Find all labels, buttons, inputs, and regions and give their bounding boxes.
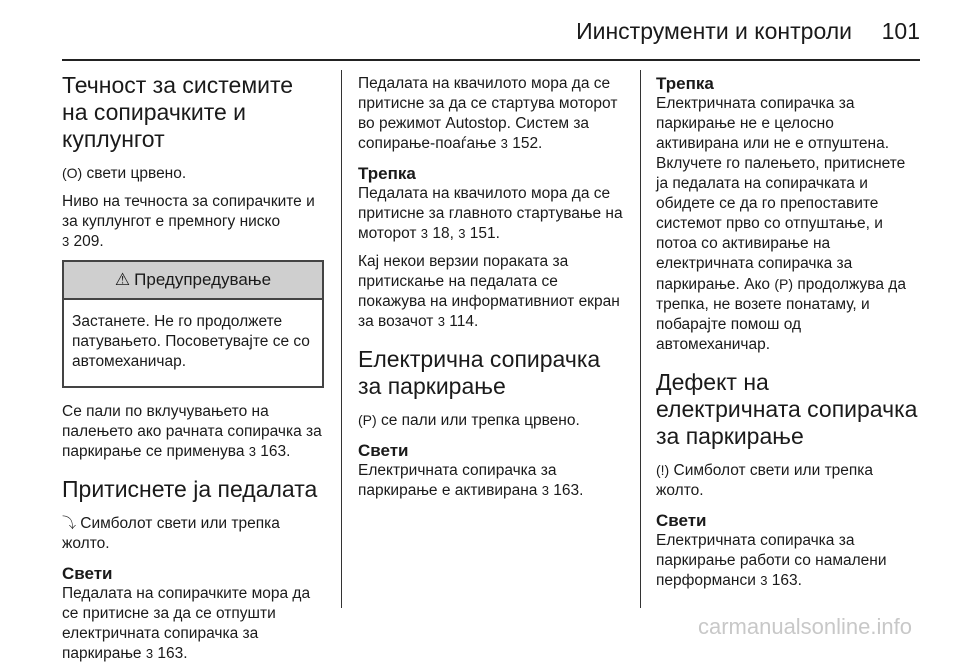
page-reference: 163. — [153, 645, 188, 662]
page-reference-arrow-icon: 3 — [458, 226, 466, 241]
column-divider-1 — [341, 70, 342, 608]
page-reference: 163. — [548, 482, 584, 499]
column-2 — [358, 70, 626, 509]
paragraph-handbrake: Се пали по вклучувањето на палењето ако рачната сопирачка за паркирање се применува 3 163. — [62, 403, 322, 460]
page-reference: 151. — [465, 225, 500, 242]
subheading-lit: Свети — [656, 511, 707, 530]
warning-header: ⚠ Предупредување — [64, 262, 322, 300]
paragraph-press-pedal: ⤵ Симболот свети или трепка жолто. — [62, 515, 280, 552]
column-divider-2 — [640, 70, 641, 608]
paragraph-brake-fluid-light: (O) свети црвено. — [62, 165, 187, 182]
page-reference-arrow-icon: 3 — [248, 444, 256, 459]
paragraph-epb-flash: Електричната сопирачка за паркирање не е целосно активирана или не е отпуштена. Вклучете го палењето, притиснете ја педалата на сопирачката и обидете се да го препоставите системот прво со отпуштање, и потоа со активирање на електричната сопирачка за паркирање. Ако (P) продолжува да трепка, не возете понатаму, и побарајте помош од автомеханичар. — [656, 95, 906, 353]
page-reference-arrow-icon: 3 — [420, 226, 429, 241]
header-divider — [62, 59, 920, 61]
subheading-flash: Трепка — [656, 74, 714, 93]
page-reference-arrow-icon: 3 — [500, 136, 508, 151]
parking-brake-icon: (P) — [774, 276, 794, 292]
page-reference: 209. — [69, 233, 104, 250]
column-3 — [656, 70, 918, 599]
subheading-lit: Свети — [62, 564, 113, 583]
paragraph-brake-fluid-level: Ниво на течноста за сопирачките и за куплунгот е премногу ниско 3 209. — [62, 193, 315, 250]
page-header — [0, 0, 960, 60]
warning-box — [62, 260, 324, 388]
heading-epb-fault: Дефект на електричната сопирачка за паркирање — [656, 369, 918, 449]
paragraph-epb-lit: Електричната сопирачка за паркирање е активирана 3 163. — [358, 462, 584, 499]
page-reference-arrow-icon: 3 — [541, 483, 549, 498]
column-1 — [62, 70, 324, 672]
heading-press-pedal: Притиснете ја педалата — [62, 476, 318, 502]
parking-brake-icon: (P) — [358, 412, 377, 428]
paragraph-driver-info: Кај некои верзии пораката за притискање на педалата се покажува на информативниот екран за возачот 3 114. — [358, 253, 620, 330]
page-reference: 114. — [444, 313, 479, 330]
page-reference: 152. — [507, 135, 543, 152]
warning-text: Застанете. Не го продолжете патувањето. Посоветувајте се со автомеханичар. — [72, 313, 310, 370]
paragraph-clutch-start: Педалата на квачилото мора да се притисне за главното стартување на моторот 3 18, 3 151. — [358, 185, 623, 242]
subheading-lit: Свети — [358, 441, 409, 460]
pedal-symbol-icon: ⤵ — [62, 515, 76, 531]
paragraph-pedal-lit: Педалата на сопирачките мора да се притисне за да се отпушти електричната сопирачка за паркирање 3 163. — [62, 585, 311, 662]
heading-brake-fluid: Течност за системите на сопирачките и куплунгот — [62, 72, 294, 152]
page-reference-arrow-icon: 3 — [62, 234, 70, 249]
warning-body — [64, 300, 322, 386]
paragraph-epb-fault-lit: Електричната сопирачка за паркирање работи со намалени перформанси 3 163. — [656, 532, 887, 589]
paragraph-clutch-autostop: Педалата на квачилото мора да се притисне за да се стартува моторот во режимот Autostop. Систем за сопирање-поаѓање 3 152. — [358, 75, 618, 152]
parking-brake-fault-icon: (!) — [656, 462, 670, 478]
page-reference: 163. — [767, 572, 802, 589]
page-reference: 163. — [256, 443, 291, 460]
brake-warning-icon: (O) — [62, 165, 83, 181]
page-reference-arrow-icon: 3 — [437, 314, 445, 329]
page-section-title: Иинструменти и контроли — [576, 18, 852, 44]
subheading-flash: Трепка — [358, 164, 416, 183]
paragraph-epb-fault-light: (!) Симболот свети или трепка жолто. — [656, 462, 874, 499]
watermark: carmanualsonline.info — [697, 614, 912, 639]
page-reference-arrow-icon: 3 — [145, 646, 154, 661]
heading-electric-parking-brake: Електрична сопирачка за паркирање — [358, 346, 601, 399]
page-number: 101 — [881, 18, 920, 44]
paragraph-epb-light: (P) се пали или трепка црвено. — [358, 412, 580, 429]
warning-triangle-icon: ⚠ — [114, 270, 131, 289]
page-reference-arrow-icon: 3 — [760, 573, 768, 588]
